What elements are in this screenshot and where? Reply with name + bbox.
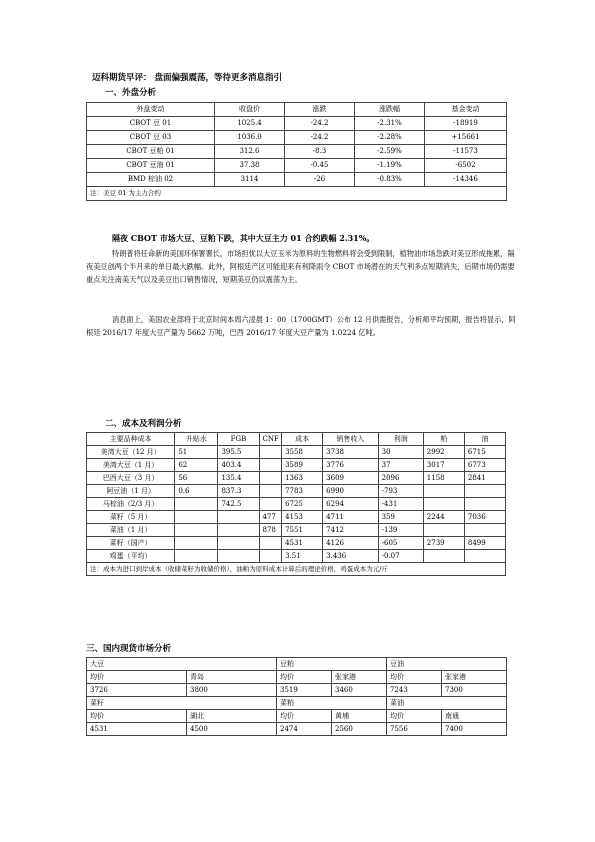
table-cell [175,511,218,524]
table-cell: 湖北 [187,710,277,723]
table-cell: 6294 [323,498,378,511]
table-cell: 4126 [323,537,378,550]
table-cell [218,524,259,537]
table-cell: 3738 [323,446,378,459]
column-header: 收盘价 [215,103,285,117]
table-cell: +15661 [425,131,507,145]
table-cell: 美湾大豆（12 月） [87,446,175,459]
table-cell: 4531 [282,537,323,550]
table-cell: 837.3 [218,485,259,498]
table-row [87,537,506,550]
group-header: 豆油 [387,658,507,671]
table-cell: 阿豆油（1 月） [87,485,175,498]
table-cell: 3519 [277,684,332,697]
table-cell: 张家港 [442,671,507,684]
table-cell [218,511,259,524]
table-cell: 3609 [323,472,378,485]
table-cell [423,498,464,511]
table-cell: 3800 [187,684,277,697]
table-cell: 6725 [282,498,323,511]
table-cell [464,550,505,563]
table-cell [423,524,464,537]
table-cell: 7036 [464,511,505,524]
table-cell: 3.51 [282,550,323,563]
table-cell: 张家港 [332,671,387,684]
table-cell [464,498,505,511]
table-subheader-row [87,671,507,684]
column-header: 外盘变动 [87,103,215,117]
table-row [87,511,506,524]
table-cell: 3017 [423,459,464,472]
column-header: 涨跌 [285,103,355,117]
table-cell: 6715 [464,446,505,459]
column-header: 油 [464,433,505,446]
table-cell [218,550,259,563]
group-header: 大豆 [87,658,277,671]
table-note-row [87,187,507,201]
table-cell: 30 [378,446,423,459]
table-cell [423,485,464,498]
group-header: 豆粕 [277,658,387,671]
table-cell: -24.2 [285,131,355,145]
column-header: 主要品种成本 [87,433,175,446]
column-header: 基金变动 [425,103,507,117]
table-cell: 7551 [282,524,323,537]
table-cell: -18919 [425,117,507,131]
table-cell: 3589 [282,459,323,472]
column-header: 粕 [423,433,464,446]
table-cell: 巴西大豆（3 月） [87,472,175,485]
table-cell: 3460 [332,684,387,697]
section-cost-profit: 二、成本及利润分析 [105,419,182,429]
table-cell: -793 [378,485,423,498]
table-cell: 南通 [442,710,507,723]
table-cell: 3.436 [323,550,378,563]
table-row [87,498,506,511]
table-row [87,117,507,131]
cost-profit-table [86,432,506,576]
table-cell [259,446,282,459]
table-cell: 2841 [464,472,505,485]
table-cell: 2096 [378,472,423,485]
group-header: 菜油 [387,697,507,710]
table-row [87,472,506,485]
table-header-row [87,433,506,446]
table-cell: 135.4 [218,472,259,485]
table-cell: 51 [175,446,218,459]
table-cell: 8499 [464,537,505,550]
table-cell: CBOT 豆 03 [87,131,215,145]
table-header-row [87,103,507,117]
table-cell: 6773 [464,459,505,472]
table-cell: 62 [175,459,218,472]
table-cell: 2739 [423,537,464,550]
table-cell [175,537,218,550]
market-headline: 隔夜 CBOT 市场大豆、豆粕下跌，其中大豆主力 01 合约跌幅 2.31%。 [112,233,375,243]
table-cell: -6502 [425,159,507,173]
table-cell: 1363 [282,472,323,485]
table-cell: 7300 [442,684,507,697]
table-cell: 美湾大豆（1 月） [87,459,175,472]
foreign-market-table [86,102,507,201]
table-cell: 477 [259,511,282,524]
table-cell: 青岛 [187,671,277,684]
table-cell: 37 [378,459,423,472]
table-cell: 均价 [87,710,187,723]
table-cell: 3726 [87,684,187,697]
table-cell: 4711 [323,511,378,524]
table-cell: 鸡蛋（平均） [87,550,175,563]
table-cell: -2.31% [355,117,425,131]
table-cell: -11573 [425,145,507,159]
table-cell: 2560 [332,723,387,736]
table-cell: 7556 [387,723,442,736]
table-row [87,684,507,697]
table-cell: 878 [259,524,282,537]
group-header: 菜籽 [87,697,277,710]
table-row [87,485,506,498]
column-header: FGB [218,433,259,446]
table-cell: 均价 [87,671,187,684]
column-header: 涨跌幅 [355,103,425,117]
table-cell: -0.83% [355,173,425,187]
table-row [87,159,507,173]
table-cell: CBOT 豆 01 [87,117,215,131]
table-cell: 1158 [423,472,464,485]
table-cell: 2474 [277,723,332,736]
commentary-paragraph-1: 特朗普将任命新的美国环保署署长，市场担忧以大豆玉米为原料的生物燃料将会受到限制，植物油市场急跌对美豆形成拖累，隔夜美豆创两个半月来的单日最大跌幅。此外，阿根廷产区可能迎来有利降雨令 CBOT 市场潜在的天气利多点短期消失，后期市场仍需要重点关注南美天气以及美豆出口销售情况，短期美豆仍以震荡为主。 [86,249,515,284]
column-header: 利润 [378,433,423,446]
table-cell: 37.38 [215,159,285,173]
table-cell: -2.59% [355,145,425,159]
table-cell [259,537,282,550]
table-cell: CBOT 豆油 01 [87,159,215,173]
table-cell: 4500 [187,723,277,736]
table-row [87,550,506,563]
table-cell: 均价 [387,710,442,723]
section-foreign-market: 一、外盘分析 [105,88,157,98]
table-cell: 黄埔 [332,710,387,723]
table-cell: 4531 [87,723,187,736]
table-cell: 1025.4 [215,117,285,131]
table-note: 注：成本为进口到岸成本（收储菜籽为收储价格），油粕为原料成本计算后的理论价格，鸡蛋成本为元/斤 [87,563,506,576]
table-cell: 菜籽（国产） [87,537,175,550]
table-cell [259,485,282,498]
table-cell: -24.2 [285,117,355,131]
table-cell [259,472,282,485]
table-cell: 3558 [282,446,323,459]
column-header: 升贴水 [175,433,218,446]
table-row [87,131,507,145]
table-row [87,459,506,472]
table-cell: 菜籽（5 月） [87,511,175,524]
table-group-row [87,658,507,671]
table-cell: 均价 [277,671,332,684]
table-cell: 均价 [387,671,442,684]
table-cell: 2244 [423,511,464,524]
domestic-spot-table [86,657,507,736]
table-cell [175,550,218,563]
table-note-row [87,563,506,576]
table-cell: 2992 [423,446,464,459]
table-cell: 7243 [387,684,442,697]
table-cell [259,459,282,472]
table-subheader-row [87,710,507,723]
table-cell: -8.3 [285,145,355,159]
table-cell: 6990 [323,485,378,498]
table-row [87,173,507,187]
table-cell: 4153 [282,511,323,524]
table-cell: 均价 [277,710,332,723]
table-cell: -2.28% [355,131,425,145]
table-cell: -431 [378,498,423,511]
table-cell: -14346 [425,173,507,187]
table-cell: 3114 [215,173,285,187]
column-header: 成本 [282,433,323,446]
table-cell: BMD 棕油 02 [87,173,215,187]
table-cell: -1.19% [355,159,425,173]
table-cell [175,498,218,511]
commentary-paragraph-2: 消息面上，美国农业部将于北京时间本周六凌晨 1：00（1700GMT）公布 12 月供需报告，分析师平均预期，报告将显示，阿根廷 2016/17 年度大豆产量为 5662 万吨，巴西 2016/17 年度大豆产量为 1.0224 亿吨。 [86,315,516,337]
table-cell: 3776 [323,459,378,472]
table-cell: -26 [285,173,355,187]
table-cell [464,485,505,498]
table-cell: 395.5 [218,446,259,459]
table-cell: 7412 [323,524,378,537]
table-cell: 56 [175,472,218,485]
table-cell: 742.5 [218,498,259,511]
table-group-row [87,697,507,710]
table-cell: 菜油（1 月） [87,524,175,537]
table-cell: -139 [378,524,423,537]
table-row [87,446,506,459]
table-cell [218,537,259,550]
table-cell: 7783 [282,485,323,498]
table-row [87,145,507,159]
table-cell: 马棕油（2/3 月） [87,498,175,511]
column-header: 销售收入 [323,433,378,446]
table-cell: -605 [378,537,423,550]
table-note: 注：美豆 01 为主力合约 [87,187,507,201]
table-cell: -0.07 [378,550,423,563]
table-cell [259,550,282,563]
table-cell: 403.4 [218,459,259,472]
section-domestic-spot: 三、国内现货市场分析 [86,644,172,654]
table-cell: 7400 [442,723,507,736]
table-row [87,524,506,537]
table-cell: -0.45 [285,159,355,173]
column-header: CNF [259,433,282,446]
table-cell: 0.6 [175,485,218,498]
table-cell: 1036.0 [215,131,285,145]
table-cell [464,524,505,537]
table-cell [259,498,282,511]
table-cell: CBOT 豆粕 01 [87,145,215,159]
report-title: 迈科期货早评： 盘面偏强震荡，等待更多消息指引 [92,73,282,83]
table-cell: 359 [378,511,423,524]
table-cell [423,550,464,563]
table-row [87,723,507,736]
group-header: 菜粕 [277,697,387,710]
table-cell: 312.6 [215,145,285,159]
table-cell [175,524,218,537]
